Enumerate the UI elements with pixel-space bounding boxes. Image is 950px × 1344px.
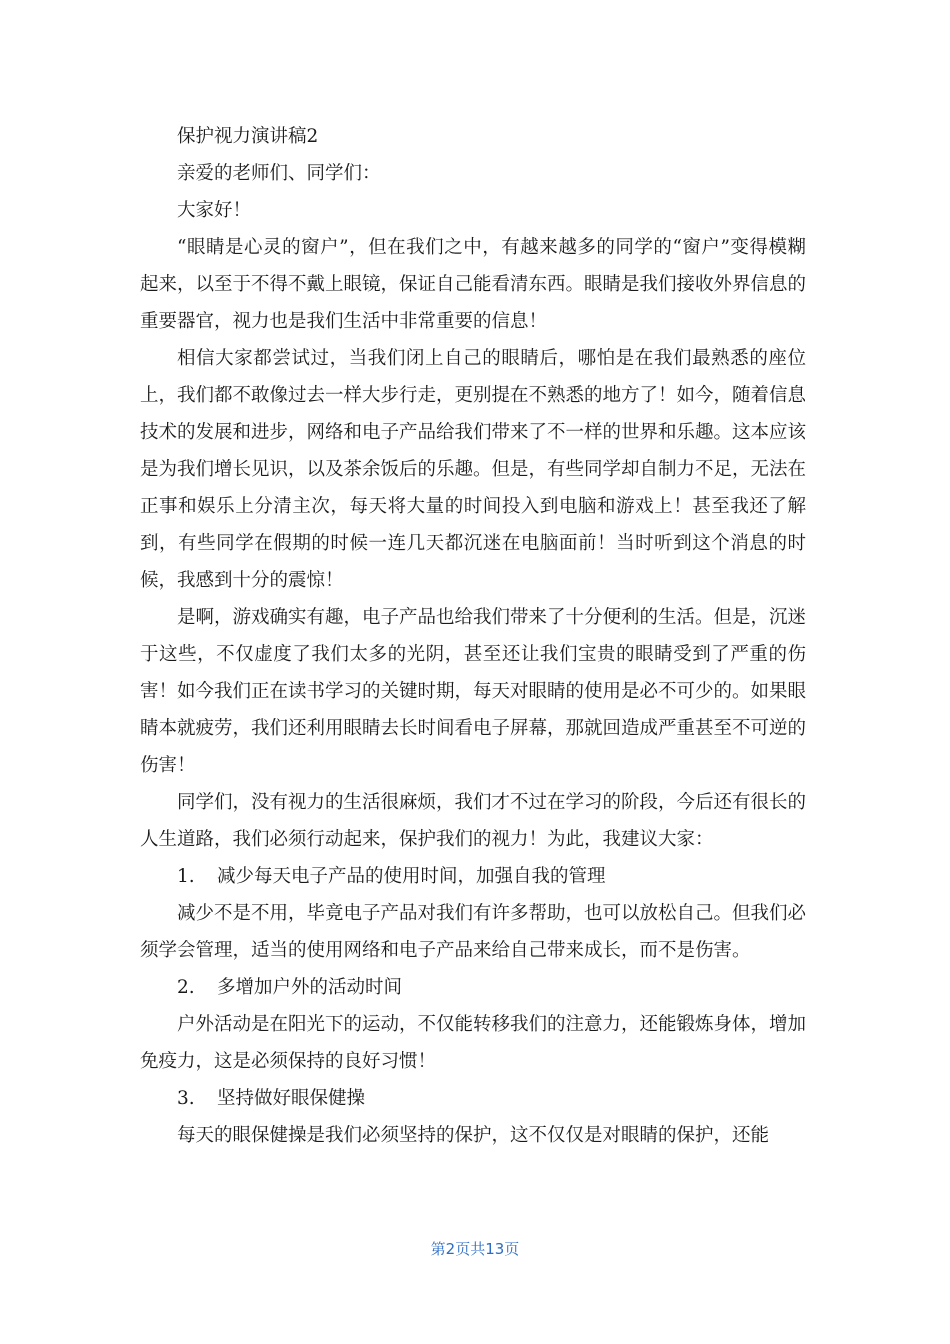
list-item-3-body: 每天的眼保健操是我们必须坚持的保护，这不仅仅是对眼睛的保护，还能 xyxy=(177,1125,770,1146)
list-item-2-number: 2. xyxy=(177,977,195,998)
list-item-2-body: 户外活动是在阳光下的运动，不仅能转移我们的注意力，还能锻炼身体，增加免疫力，这是必须保持的良好习惯！ xyxy=(140,1014,807,1072)
document-title: 保护视力演讲稿2 xyxy=(177,126,319,147)
paragraph-3: 是啊，游戏确实有趣，电子产品也给我们带来了十分便利的生活。但是，沉迷于这些，不仅虚度了我们太多的光阴，甚至还让我们宝贵的眼睛受到了严重的伤害！如今我们正在读书学习的关键时期，每天对眼睛的使用是必不可少的。如果眼睛本就疲劳，我们还利用眼睛去长时间看电子屏幕，那就回造成严重甚至不可逆的伤害！ xyxy=(140,607,807,776)
greeting: 大家好！ xyxy=(177,200,252,221)
list-item-1-heading xyxy=(140,858,806,895)
list-item-1-body: 减少不是不用，毕竟电子产品对我们有许多帮助，也可以放松自己。但我们必须学会管理，适当的使用网络和电子产品来给自己带来成长，而不是伤害。 xyxy=(140,903,807,961)
list-item-3-number: 3. xyxy=(177,1088,195,1109)
list-item-3-title: 坚持做好眼保健操 xyxy=(217,1088,366,1109)
page-number-footer: 第2页共13页 xyxy=(430,1240,520,1258)
list-item-3-heading xyxy=(140,1080,806,1117)
list-item-2-title: 多增加户外的活动时间 xyxy=(217,977,403,998)
paragraph-2: 相信大家都尝试过，当我们闭上自己的眼睛后，哪怕是在我们最熟悉的座位上，我们都不敢像过去一样大步行走，更别提在不熟悉的地方了！如今，随着信息技术的发展和进步，网络和电子产品给我们带来了不一样的世界和乐趣。这本应该是为我们增长见识，以及茶余饭后的乐趣。但是，有些同学却自制力不足，无法在正事和娱乐上分清主次，每天将大量的时间投入到电脑和游戏上！甚至我还了解到，有些同学在假期的时候一连几天都沉迷在电脑面前！当时听到这个消息的时候，我感到十分的震惊！ xyxy=(140,348,807,591)
list-item-2-heading xyxy=(140,969,806,1006)
paragraph-1: “眼睛是心灵的窗户”，但在我们之中，有越来越多的同学的“窗户”变得模糊起来，以至于不得不戴上眼镜，保证自己能看清东西。眼睛是我们接收外界信息的重要器官，视力也是我们生活中非常重要的信息！ xyxy=(140,237,807,332)
paragraph-4: 同学们，没有视力的生活很麻烦，我们才不过在学习的阶段，今后还有很长的人生道路，我们必须行动起来，保护我们的视力！为此，我建议大家： xyxy=(140,792,807,850)
list-item-1-title: 减少每天电子产品的使用时间，加强自我的管理 xyxy=(217,866,606,887)
document-body xyxy=(140,118,806,1154)
list-item-1-number: 1. xyxy=(177,866,195,887)
salutation: 亲爱的老师们、同学们： xyxy=(177,163,381,184)
